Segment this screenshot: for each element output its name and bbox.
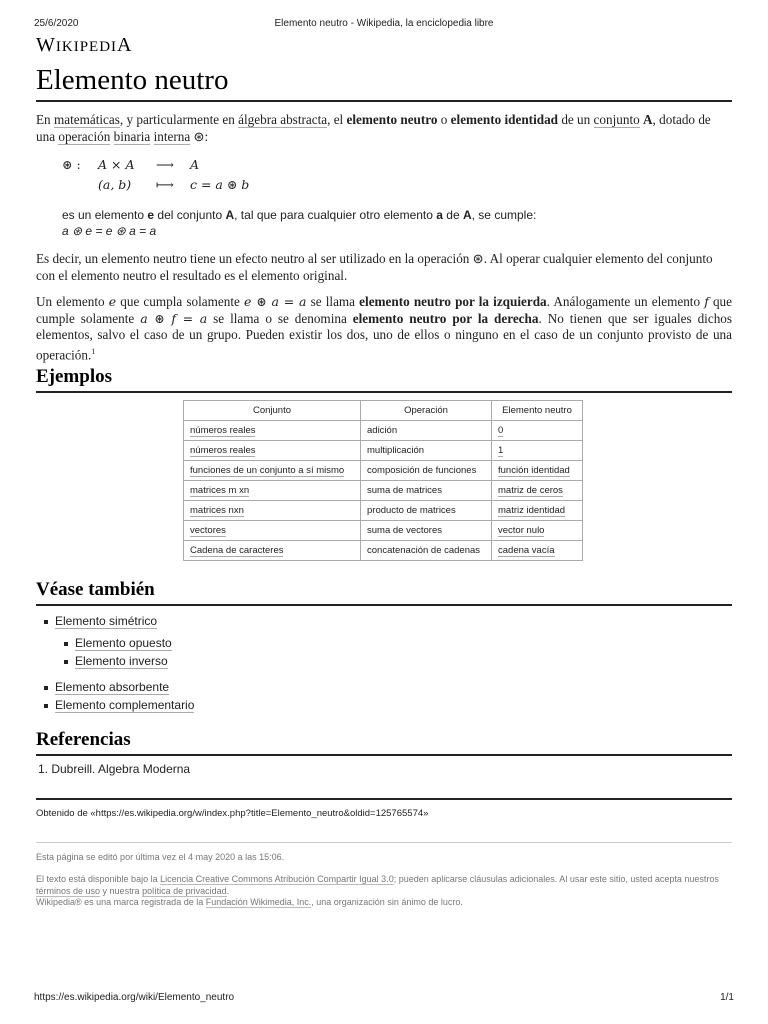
heading-ejemplos: Ejemplos bbox=[36, 366, 732, 393]
table-cell: composición de funciones bbox=[367, 465, 477, 476]
list-item bbox=[36, 652, 194, 670]
table-row bbox=[184, 441, 583, 461]
link-binaria[interactable]: binaria bbox=[113, 128, 151, 144]
table-header: Elemento neutro bbox=[492, 401, 583, 421]
table-row bbox=[184, 541, 583, 561]
table-header-row bbox=[184, 401, 583, 421]
table-cell-link[interactable]: función identidad bbox=[498, 465, 570, 476]
table-row bbox=[184, 481, 583, 501]
intro-paragraph: En matemáticas, y particularmente en álgebra abstracta, el elemento neutro o elemento identidad de un conjunto A, dotado de una operación binaria interna ⊛: bbox=[36, 112, 711, 144]
link-privacy-policy[interactable]: política de privacidad bbox=[142, 885, 227, 896]
heading-vease-tambien: Véase también bbox=[36, 579, 732, 606]
link-interna[interactable]: interna bbox=[153, 128, 191, 144]
list-item bbox=[36, 696, 194, 714]
table-row bbox=[184, 501, 583, 521]
table-cell-link[interactable]: matriz de ceros bbox=[498, 485, 563, 496]
see-also-list bbox=[36, 612, 194, 714]
print-date: 25/6/2020 bbox=[34, 18, 79, 29]
heading-referencias: Referencias bbox=[36, 729, 732, 756]
print-url: https://es.wikipedia.org/wiki/Elemento_neutro bbox=[34, 992, 235, 1003]
link-algebra-abstracta[interactable]: álgebra abstracta bbox=[238, 112, 328, 127]
link-license[interactable]: Licencia Creative Commons Atribución Compartir Igual 3.0 bbox=[160, 874, 394, 884]
link-matematicas[interactable]: matemáticas bbox=[53, 112, 120, 127]
table-row bbox=[184, 521, 583, 541]
print-title: Elemento neutro - Wikipedia, la enciclopedia libre bbox=[274, 18, 494, 29]
divider bbox=[36, 798, 732, 800]
math-definition: ⊛ : A × A ⟶ A (a, b) ⟼ c = a ⊛ b bbox=[62, 156, 250, 192]
print-header bbox=[34, 18, 734, 32]
link-elemento-opuesto[interactable]: Elemento opuesto bbox=[75, 636, 172, 650]
paragraph-left-right: Un elemento e que cumpla solamente e ⊛ a = a se llama elemento neutro por la izquierda. Análogamente un elemento f que cumple solamente a ⊛ f = a se llama o se denomina elemento neutro por la derecha. No tienen que ser iguales dichos elementos, salvo el caso de un grupo. Pueden existir los dos, uno de ellos o ninguno en el caso de un conjunto provisto de una operación.$^1$ bbox=[36, 294, 733, 362]
table-header: Operación bbox=[361, 401, 492, 421]
list-item bbox=[36, 678, 194, 696]
table-cell-link[interactable]: números reales bbox=[190, 425, 256, 436]
link-terms-of-use[interactable]: términos de uso bbox=[36, 885, 101, 896]
table-header: Conjunto bbox=[184, 401, 361, 421]
link-elemento-complementario[interactable]: Elemento complementario bbox=[55, 698, 195, 712]
table-cell-link[interactable]: matrices m xn bbox=[190, 485, 250, 496]
paragraph-effect: Es decir, un elemento neutro tiene un efecto neutro al ser utilizado en la operación ⊛. Al operar cualquier elemento del conjunto con el elemento neutro el resultado es el elemento original. bbox=[36, 251, 713, 283]
article-body bbox=[36, 112, 732, 373]
reference-superscript[interactable]: 1 bbox=[91, 346, 96, 356]
table-cell-link[interactable]: matrices nxn bbox=[190, 505, 244, 516]
condition-formula: a ⊛ e = e ⊛ a = a bbox=[62, 224, 157, 238]
wikipedia-logo[interactable]: WIKIPEDIA bbox=[36, 34, 133, 56]
link-elemento-simetrico[interactable]: Elemento simétrico bbox=[55, 614, 158, 628]
print-page-number: 1/1 bbox=[720, 992, 734, 1003]
table-cell-link[interactable]: vector nulo bbox=[498, 525, 545, 536]
link-elemento-inverso[interactable]: Elemento inverso bbox=[75, 654, 168, 668]
table-cell-link[interactable]: vectores bbox=[190, 525, 226, 536]
table-cell: concatenación de cadenas bbox=[367, 545, 481, 556]
retrieved-from: Obtenido de «https://es.wikipedia.org/w/index.php?title=Elemento_neutro&oldid=125765574» bbox=[36, 808, 429, 819]
table-cell-link[interactable]: 1 bbox=[498, 445, 504, 456]
page-title: Elemento neutro bbox=[36, 62, 732, 102]
table-cell-link[interactable]: números reales bbox=[190, 445, 256, 456]
table-cell: adición bbox=[367, 425, 398, 436]
table-cell: multiplicación bbox=[367, 445, 425, 456]
divider bbox=[36, 842, 732, 843]
link-conjunto[interactable]: conjunto bbox=[593, 112, 640, 127]
table-cell-link[interactable]: matriz identidad bbox=[498, 505, 566, 516]
link-wikimedia-foundation[interactable]: Fundación Wikimedia, Inc. bbox=[205, 897, 312, 907]
table-row bbox=[184, 421, 583, 441]
print-footer bbox=[34, 992, 734, 1006]
last-edited: Esta página se editó por última vez el 4 may 2020 a las 15:06. bbox=[36, 852, 285, 862]
examples-table bbox=[183, 400, 583, 561]
table-cell-link[interactable]: cadena vacía bbox=[498, 545, 555, 556]
table-cell: suma de matrices bbox=[367, 485, 442, 496]
license-text: El texto está disponible bajo la Licencia Creative Commons Atribución Compartir Igual 3.0; pueden aplicarse cláusulas adicionales. Al usar este sitio, usted acepta nuestros términos de uso y nuestra política de privacidad. Wikipedia® es una marca registrada de la Fundación Wikimedia, Inc., una organización sin ánimo de lucro. bbox=[36, 874, 719, 907]
reference-item: 1. Dubreill. Algebra Moderna bbox=[38, 762, 191, 776]
table-cell: producto de matrices bbox=[367, 505, 456, 516]
table-cell-link[interactable]: Cadena de caracteres bbox=[190, 545, 284, 556]
table-row bbox=[184, 461, 583, 481]
condition-text: es un elemento e del conjunto A, tal que para cualquier otro elemento a de A, se cumple: bbox=[62, 208, 537, 222]
table-cell: suma de vectores bbox=[367, 525, 442, 536]
table-cell-link[interactable]: 0 bbox=[498, 425, 504, 436]
list-item bbox=[36, 634, 194, 652]
table-cell-link[interactable]: funciones de un conjunto a sí mismo bbox=[190, 465, 345, 476]
link-operacion[interactable]: operación bbox=[58, 128, 111, 144]
list-item bbox=[36, 612, 194, 630]
link-elemento-absorbente[interactable]: Elemento absorbente bbox=[55, 680, 170, 694]
